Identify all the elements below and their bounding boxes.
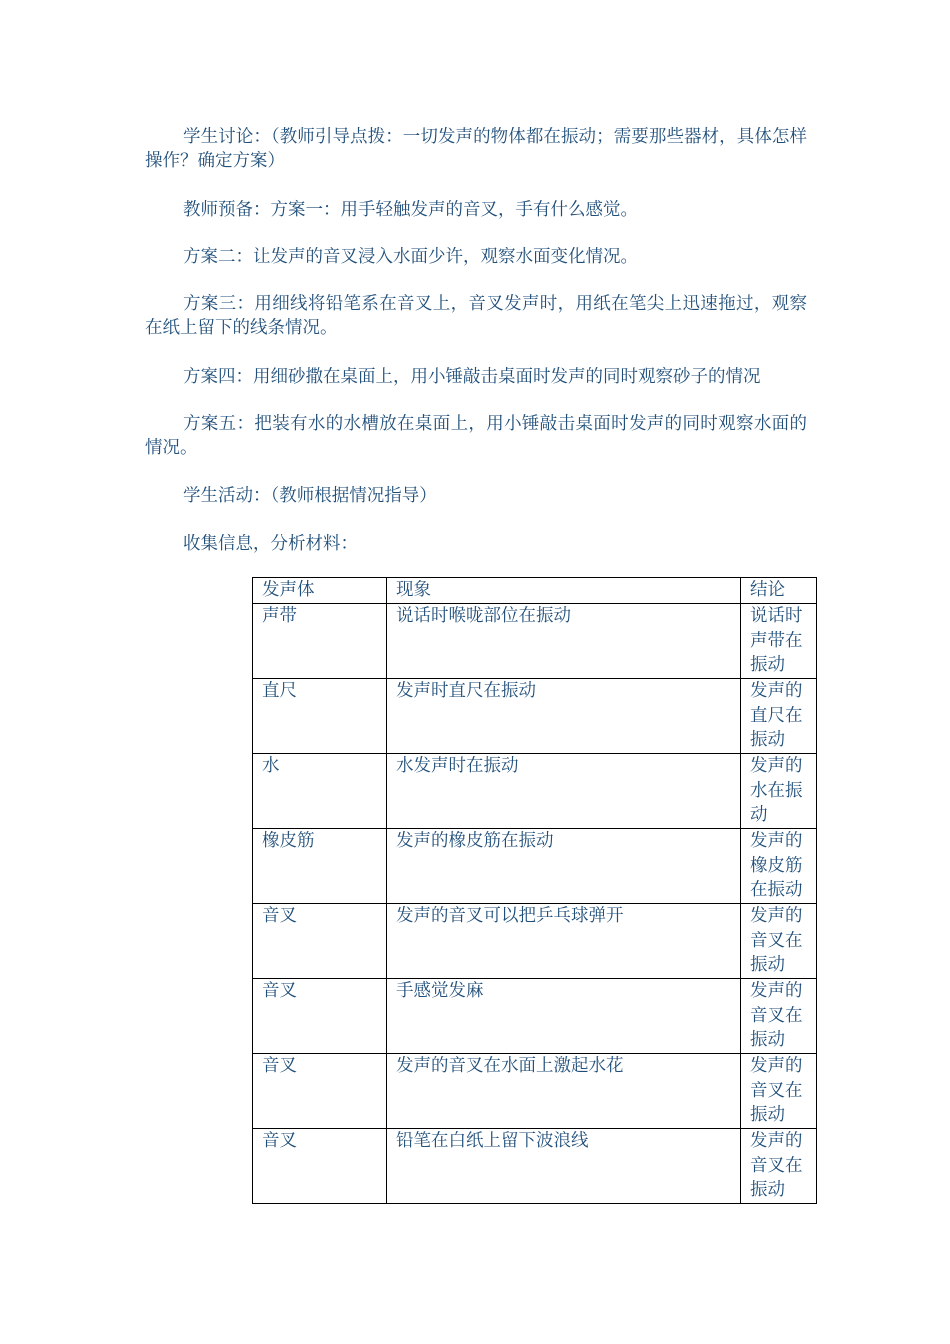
paragraph-collect-info: 收集信息，分析材料： [183, 534, 358, 554]
cell-sound-source: 音叉 [253, 979, 387, 1054]
table-row [253, 754, 817, 829]
paragraph-student-discussion: 学生讨论：（教师引导点拨：一切发声的物体都在振动；需要那些器材，具体怎样操作？确定方案） [145, 127, 807, 171]
cell-phenomenon: 手感觉发麻 [387, 979, 741, 1054]
paragraph-teacher-plan-one: 教师预备：方案一：用手轻触发声的音叉，手有什么感觉。 [183, 200, 638, 220]
cell-phenomenon: 说话时喉咙部位在振动 [387, 604, 741, 679]
cell-conclusion: 发声的橡皮筋在振动 [741, 829, 817, 904]
table-header-row [253, 578, 817, 604]
cell-phenomenon: 铅笔在白纸上留下波浪线 [387, 1129, 741, 1204]
table-row [253, 904, 817, 979]
observation-table [252, 577, 817, 1204]
paragraph-plan-five: 方案五：把装有水的水槽放在桌面上，用小锤敲击桌面时发声的同时观察水面的情况。 [145, 414, 807, 458]
table-row [253, 829, 817, 904]
cell-sound-source: 音叉 [253, 1054, 387, 1129]
table-row [253, 1054, 817, 1129]
cell-sound-source: 水 [253, 754, 387, 829]
cell-conclusion: 发声的音叉在振动 [741, 979, 817, 1054]
table-row [253, 679, 817, 754]
cell-conclusion: 发声的音叉在振动 [741, 1129, 817, 1204]
cell-phenomenon: 水发声时在振动 [387, 754, 741, 829]
cell-conclusion: 发声的音叉在振动 [741, 904, 817, 979]
cell-sound-source: 声带 [253, 604, 387, 679]
paragraph-plan-four: 方案四：用细砂撒在桌面上，用小锤敲击桌面时发声的同时观察砂子的情况 [183, 367, 761, 387]
cell-sound-source: 橡皮筋 [253, 829, 387, 904]
header-sound-source: 发声体 [253, 578, 387, 604]
cell-conclusion: 说话时声带在振动 [741, 604, 817, 679]
header-phenomenon: 现象 [387, 578, 741, 604]
cell-sound-source: 音叉 [253, 904, 387, 979]
cell-phenomenon: 发声的音叉可以把乒乓球弹开 [387, 904, 741, 979]
paragraph-student-activity: 学生活动：（教师根据情况指导） [183, 486, 437, 506]
paragraph-plan-three: 方案三：用细线将铅笔系在音叉上，音叉发声时，用纸在笔尖上迅速拖过，观察在纸上留下的线条情况。 [145, 294, 807, 338]
cell-sound-source: 直尺 [253, 679, 387, 754]
cell-conclusion: 发声的直尺在振动 [741, 679, 817, 754]
header-conclusion: 结论 [741, 578, 817, 604]
cell-phenomenon: 发声的音叉在水面上激起水花 [387, 1054, 741, 1129]
cell-sound-source: 音叉 [253, 1129, 387, 1204]
cell-conclusion: 发声的音叉在振动 [741, 1054, 817, 1129]
table-row [253, 1129, 817, 1204]
cell-phenomenon: 发声时直尺在振动 [387, 679, 741, 754]
paragraph-plan-two: 方案二：让发声的音叉浸入水面少许，观察水面变化情况。 [183, 247, 638, 267]
cell-phenomenon: 发声的橡皮筋在振动 [387, 829, 741, 904]
table-row [253, 979, 817, 1054]
table-row [253, 604, 817, 679]
cell-conclusion: 发声的水在振动 [741, 754, 817, 829]
